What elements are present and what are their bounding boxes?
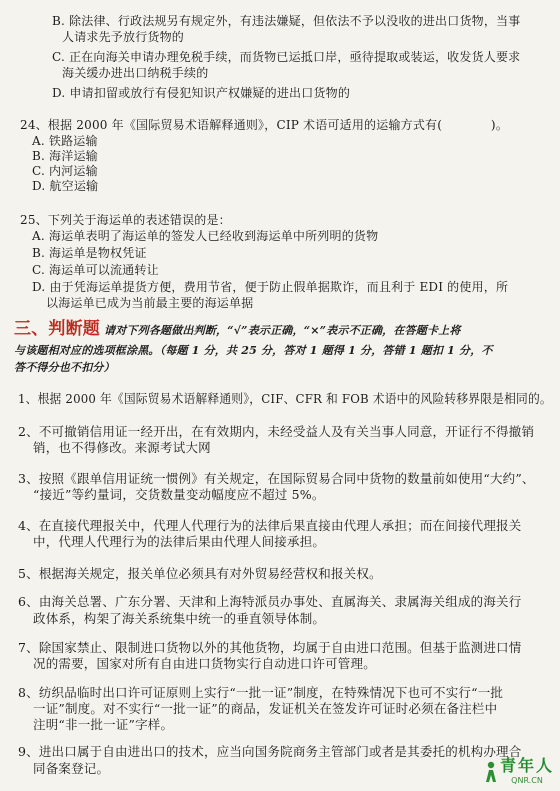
- q25-option-c: C. 海运单可以流通转让: [32, 263, 159, 277]
- judgment-8-line2: 一证”制度。对不实行“一批一证”的商品，发证机关在签发许可证时必须在备注栏中: [33, 701, 498, 716]
- judgment-2-line1: 2、不可撤销信用证一经开出，在有效期内，未经受益人及有关当事人同意，开证行不得撤销: [18, 424, 535, 439]
- q25-option-d-line1: D. 由于凭海运单提货方便，费用节省，便于防止假单据欺诈，而且利于 EDI 的使用，所: [32, 280, 509, 294]
- judgment-8-line1: 8、纺织品临时出口许可证原则上实行“一批一证”制度，在特殊情况下也可不实行“一批: [18, 685, 504, 700]
- judgment-4-line2: 中，代理人代理行为的法律后果由代理人间接承担。: [33, 534, 326, 549]
- q23-option-b-line2: 人请求先予放行货物的: [62, 30, 185, 44]
- judgment-6-line1: 6、由海关总署、广东分署、天津和上海特派员办事处、直属海关、隶属海关组成的海关行: [18, 594, 522, 609]
- section-instructions-line3: 答不得分也不扣分）: [14, 361, 115, 374]
- q23-option-c-line1: C. 正在向海关申请办理免税手续，而货物已运抵口岸，亟待提取或装运，收发货人要求: [52, 50, 521, 64]
- q23-option-b-line1: B. 除法律、行政法规另有规定外，有违法嫌疑，但依法不予以没收的进出口货物，当事: [52, 14, 521, 28]
- watermark-text: 青年人: [499, 756, 554, 775]
- judgment-3-line2: “接近”等约量词，交货数量变动幅度应不超过 5%。: [33, 487, 325, 502]
- section-title: 三、判断题: [14, 319, 100, 339]
- judgment-4-line1: 4、在直接代理报关中，代理人代理行为的法律后果直接由代理人承担；而在间接代理报关: [18, 518, 522, 533]
- judgment-8-line3: 注明“非一批一证”字样。: [33, 717, 174, 732]
- watermark-domain: QNR.CN: [511, 776, 543, 785]
- judgment-1: 1、根据 2000 年《国际贸易术语解释通则》，CIF、CFR 和 FOB 术语中的风险转移界限是相同的。: [18, 391, 552, 406]
- judgment-6-line2: 政体系，构架了海关系统集中统一的垂直领导体制。: [33, 611, 326, 626]
- section-header: [14, 319, 461, 339]
- q24-option-c: C. 内河运输: [32, 164, 98, 178]
- watermark-logo: [500, 753, 554, 785]
- q25-option-b: B. 海运单是物权凭证: [32, 246, 147, 260]
- judgment-3-line1: 3、按照《跟单信用证统一惯例》有关规定，在国际贸易合同中货物的数量前如使用“大约”、: [18, 471, 535, 486]
- q25-option-d-line2: 以海运单已成为当前最主要的海运单据: [46, 296, 254, 310]
- judgment-9-line1: 9、进出口属于自由进出口的技术，应当向国务院商务主管部门或者是其委托的机构办理合: [18, 744, 522, 759]
- judgment-9-line2: 同备案登记。: [33, 761, 110, 776]
- q25-option-a: A. 海运单表明了海运单的签发人已经收到海运单中所列明的货物: [32, 229, 379, 243]
- judgment-2-line2: 销，也不得修改。来源考试大网: [33, 440, 211, 455]
- q23-option-c-line2: 海关缓办进出口纳税手续的: [62, 66, 209, 80]
- q23-option-d: D. 申请扣留或放行有侵犯知识产权嫌疑的进出口货物的: [52, 86, 351, 100]
- judgment-7-line2: 况的需要，国家对所有自由进口货物实行自动进口许可管理。: [33, 656, 376, 671]
- section-instructions-line2: 与该题相对应的选项框涂黑。（每题 1 分，共 25 分，答对 1 题得 1 分，答错 1 题扣 1 分，不: [14, 344, 493, 357]
- judgment-5: 5、根据海关规定，报关单位必须具有对外贸易经营权和报关权。: [18, 566, 382, 581]
- section-instructions-1: 请对下列各题做出判断，“√”表示正确，“×”表示不正确，在答题卡上将: [104, 324, 461, 337]
- q24-option-b: B. 海洋运输: [32, 149, 98, 163]
- q24-option-a: A. 铁路运输: [32, 134, 98, 148]
- judgment-7-line1: 7、除国家禁止、限制进口货物以外的其他货物，均属于自由进口范围。但基于监测进口情: [18, 640, 522, 655]
- question-24: 24、根据 2000 年《国际贸易术语解释通则》，CIP 术语可适用的运输方式有( )。: [20, 118, 509, 132]
- q24-option-d: D. 航空运输: [32, 179, 99, 193]
- person-icon: [484, 761, 498, 783]
- question-25: 25、下列关于海运单的表述错误的是：: [20, 213, 231, 227]
